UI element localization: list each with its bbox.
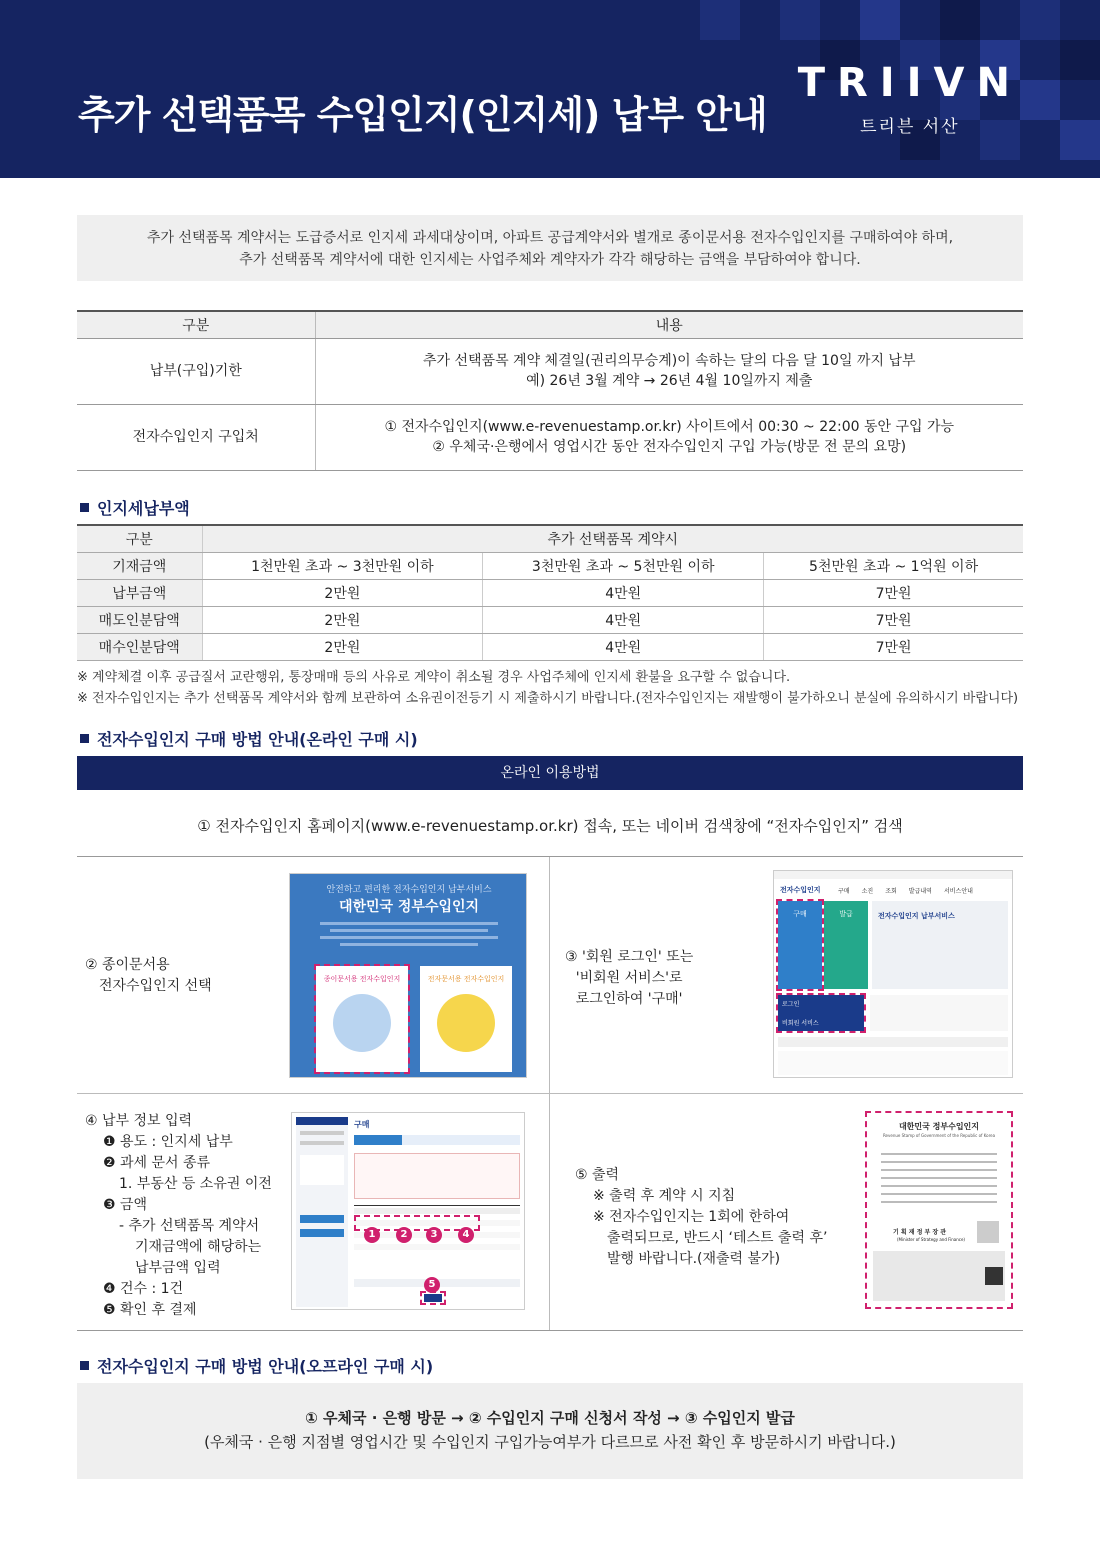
step-2-text [85,955,212,997]
issue-label: 발급 [839,910,853,918]
grid-divider [77,1093,1023,1094]
step-line: ❶ 용도 : 인지세 납부 [103,1134,233,1150]
table-cell [315,338,1023,404]
table-key: 기재금액 [77,552,202,579]
screen-subtitle: 안전하고 편리한 전자수입인지 납부서비스 [326,885,492,895]
table-cell: 1천만원 초과 ~ 3천만원 이하 [202,552,483,579]
table-cell: 7만원 [764,606,1023,633]
bullet-square-icon [80,1361,89,1370]
notice-area [870,995,1008,1031]
section-title-offline [80,1354,433,1377]
screenshot-step2 [289,873,527,1078]
info-table [77,310,1023,471]
step-1: ① 전자수입인지 홈페이지(www.e-revenuestamp.or.kr) 접속, 또는 네이버 검색창에 “전자수입인지” 검색 [197,817,903,835]
offline-box [77,1383,1023,1479]
marker-3: 3 [426,1227,442,1243]
step-3-text [565,947,693,1010]
note-line: ※ 계약체결 이후 공급질서 교란행위, 통장매매 등의 사유로 계약이 취소될 경우 사업주체에 인지세 환불을 요구할 수 없습니다. [77,670,791,685]
step-line: ❹ 건수 : 1건 [103,1281,184,1297]
brand-logo [798,60,1022,137]
step-line: ❷ 과세 문서 종류 [103,1155,211,1171]
step-line: ⑤ 출력 [575,1167,620,1183]
step-5-text [575,1165,828,1270]
marker-1: 1 [364,1227,380,1243]
table-key: 납부(구입)기한 [77,338,315,404]
table-key: 전자수입인지 구입처 [77,404,315,470]
hero-banner [872,901,1008,989]
stamp-ministry: 기 획 재 정 부 장 관 [893,1229,947,1236]
notice-box [354,1153,520,1199]
stamp-subtitle: Revenue Stamp of Government of the Republic of Korea [882,1133,996,1138]
form-title: 구매 [354,1120,370,1129]
stamp-title: 대한민국 정부수입인지 [898,1122,980,1131]
confirm-button[interactable] [424,1294,442,1302]
offline-steps: ① 우체국 · 은행 방문 → ② 수입인지 구매 신청서 작성 → ③ 수입인지 발급 [305,1409,795,1427]
card-electronic [420,966,512,1072]
table-cell: 2만원 [202,579,483,606]
progress-steps [354,1135,520,1145]
highlight-box [776,993,866,1033]
side-menu [296,1117,348,1307]
amount-table [77,524,1023,661]
menu-item[interactable]: 구매 [838,888,850,895]
banner-text: 전자수입인지 납부서비스 [878,912,955,920]
table-header: 내용 [315,311,1023,338]
logo-subtitle: 트리븐 서산 [860,117,960,137]
section-title-online [80,727,418,750]
menu-item[interactable]: 소진 [861,888,874,895]
table-cell: 4만원 [483,633,764,660]
section-label: 인지세납부액 [97,499,190,518]
table-key: 납부금액 [77,579,202,606]
section-label: 전자수입인지 구매 방법 안내(오프라인 구매 시) [97,1357,434,1376]
screen-text-block [320,918,498,958]
menu-item[interactable]: 발급내역 [908,888,932,895]
buy-label: 구매 [793,910,807,918]
intro-line: 추가 선택품목 계약서에 대한 인지세는 사업주체와 계약자가 각각 해당하는 금액을 부담하여야 합니다. [239,252,861,268]
table-cell: 3천만원 초과 ~ 5천만원 이하 [483,552,764,579]
table-cell: 7만원 [764,579,1023,606]
table-header: 구분 [77,311,315,338]
table-cell: 2만원 [202,606,483,633]
table-cell [315,404,1023,470]
logo-wordmark: TRIIVN [797,60,1022,106]
step-line: 납부금액 입력 [135,1260,221,1276]
step-4-text [85,1111,272,1321]
notes [77,667,1018,709]
seal-icon [977,1221,999,1243]
marker-2: 2 [396,1227,412,1243]
table-cell: 2만원 [202,633,483,660]
screenshot-step3 [773,870,1013,1078]
marker-4: 4 [458,1227,474,1243]
table-header: 추가 선택품목 계약시 [202,525,1023,552]
section-label: 전자수입인지 구매 방법 안내(온라인 구매 시) [97,730,418,749]
intro-box [77,215,1023,281]
menu-item[interactable]: 조회 [885,888,897,895]
stamp-fields [881,1147,997,1217]
header-banner [0,0,1100,178]
bullet-square-icon [80,734,89,743]
step-line: 로그인하여 '구매' [575,991,683,1007]
login-label: 로그인 [782,1001,800,1008]
cell-line: ② 우체국·은행에서 영업시간 동안 전자수입인지 구입 가능(방문 전 문의 요망) [432,439,907,455]
page-title: 추가 선택품목 수입인지(인지세) 납부 안내 [78,93,767,137]
highlight-box [314,964,410,1074]
stamp-ministry-en: (Minister of Strategy and Finance) [897,1237,965,1242]
cell-line: 예) 26년 3월 계약 → 26년 4월 10일까지 제출 [526,373,813,389]
note-line: ※ 전자수입인지는 추가 선택품목 계약서와 함께 보관하여 소유권이전등기 시 제출하시기 바랍니다.(전자수입인지는 재발행이 불가하오니 분실에 유의하시기 바랍니다) [77,691,1019,706]
table-key: 매수인분담액 [77,633,202,660]
step-line: 전자수입인지 선택 [99,978,212,994]
step-line: - 추가 선택품목 계약서 [119,1218,260,1234]
screenshot-step4 [291,1112,525,1310]
step-line: ❺ 확인 후 결제 [103,1302,197,1318]
step-line: 출력되므로, 반드시 ‘테스트 출력 후’ [607,1230,828,1246]
card-label: 종이문서용 전자수입인지 [323,975,401,983]
step-line: 1. 부동산 등 소유권 이전 [119,1176,272,1192]
screen-title: 대한민국 정부수입인지 [338,899,480,915]
qr-code-icon [985,1267,1003,1285]
step-line: 발행 바랍니다.(재출력 불가) [607,1251,781,1267]
issue-panel[interactable] [824,901,868,989]
intro-line: 추가 선택품목 계약서는 도급증서로 인지세 과세대상이며, 아파트 공급계약서와 별개로 종이문서용 전자수입인지를 구매하여야 하며, [146,230,954,246]
table-key: 매도인분담액 [77,606,202,633]
step-line: 기재금액에 해당하는 [135,1239,262,1255]
site-menu [838,886,973,895]
step-line: ※ 전자수입인지는 1회에 한하여 [593,1209,790,1225]
step-line: ❸ 금액 [103,1197,148,1213]
table-cell: 4만원 [483,579,764,606]
menu-item[interactable]: 서비스안내 [943,888,973,895]
cell-line: ① 전자수입인지(www.e-revenuestamp.or.kr) 사이트에서 00:30 ~ 22:00 동안 구입 가능 [384,419,955,435]
step-line: ※ 출력 후 계약 시 지침 [593,1188,736,1204]
section-title-amount [80,496,190,519]
table-cell: 7만원 [764,633,1023,660]
electronic-illustration-icon [437,994,495,1052]
cell-line: 추가 선택품목 계약 체결일(권리의무승계)이 속하는 달의 다음 달 10일 까지 납부 [423,353,916,369]
online-bar: 온라인 이용방법 [77,756,1023,790]
step-line: ③ '회원 로그인' 또는 [565,949,694,965]
step-line: '비회원 서비스'로 [575,970,683,986]
table-cell: 4만원 [483,606,764,633]
offline-note: (우체국 · 은행 지점별 영업시간 및 수입인지 구입가능여부가 다르므로 사전 확인 후 방문하시기 바랍니다.) [204,1433,896,1451]
table-cell: 5천만원 초과 ~ 1억원 이하 [764,552,1023,579]
step-line: ④ 납부 정보 입력 [85,1113,193,1129]
bullet-square-icon [80,503,89,512]
screenshot-step5 [865,1111,1013,1309]
marker-5: 5 [424,1277,440,1293]
step-line: ② 종이문서용 [85,957,170,973]
steps-grid [77,856,1023,1331]
table-header: 구분 [77,525,202,552]
guest-label: 비회원 서비스 [782,1020,819,1027]
card-label: 전자문서용 전자수입인지 [427,975,505,983]
highlight-box [776,899,824,991]
site-logo: 전자수입인지 [780,886,821,894]
